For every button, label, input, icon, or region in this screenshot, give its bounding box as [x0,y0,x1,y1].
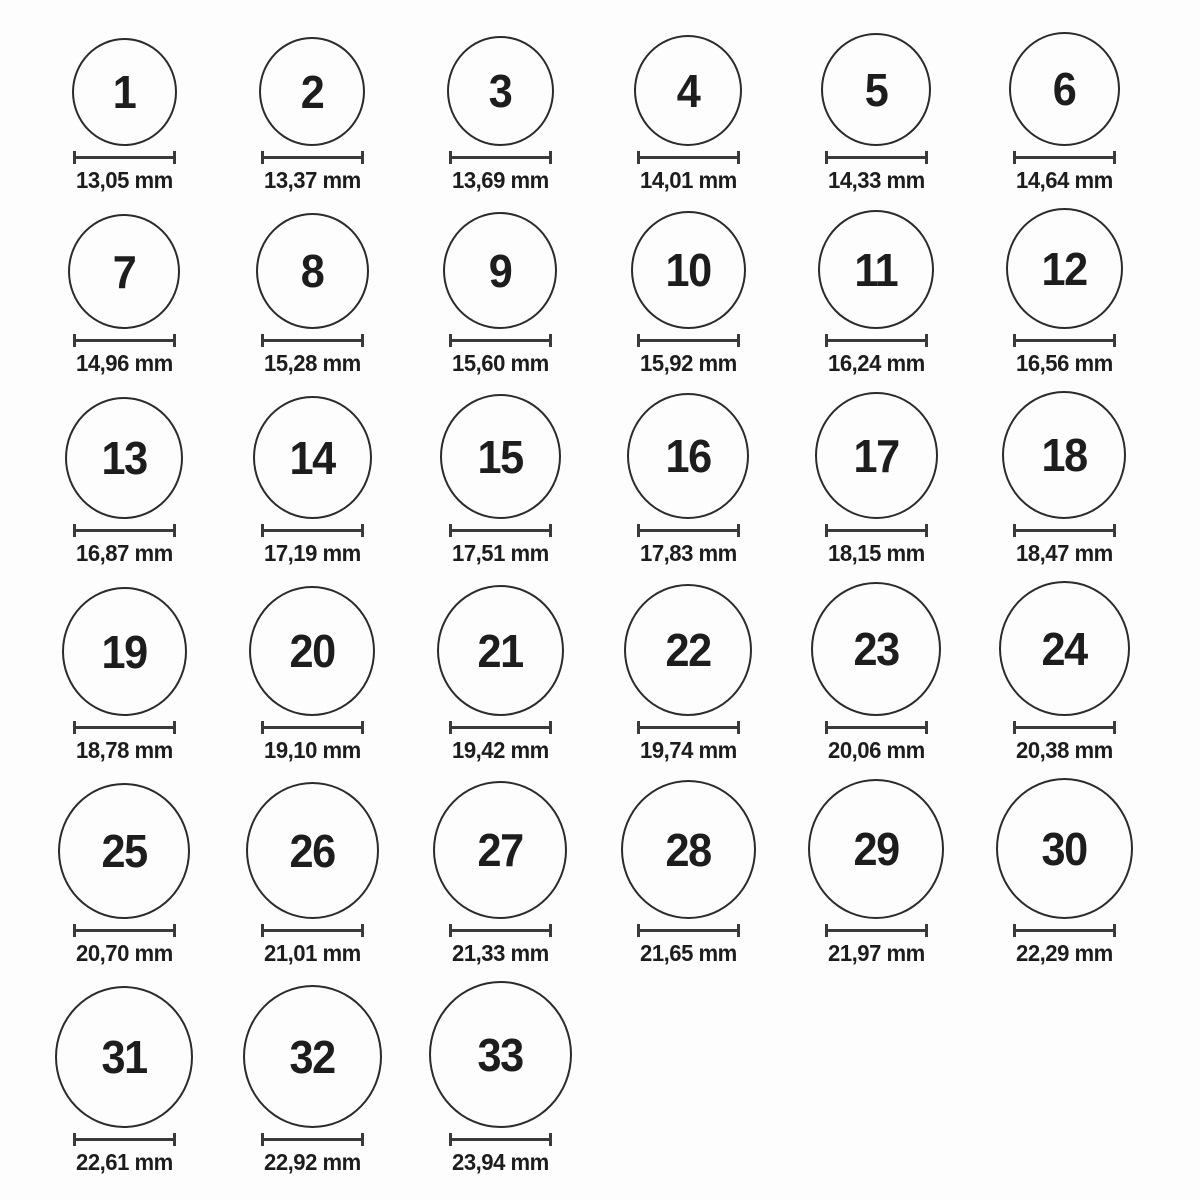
size-number: 6 [1052,63,1076,115]
diameter-label: 17,19 mm [263,540,361,566]
ring-size-item [30,397,218,567]
size-number: 16 [665,430,711,482]
measure-bar [264,929,361,932]
diameter-label: 18,47 mm [1015,540,1113,566]
measure-bar [1016,156,1113,159]
diameter-label: 14,64 mm [1015,167,1113,193]
size-circle [243,985,382,1128]
diameter-label: 19,42 mm [451,737,549,763]
size-circle [249,586,375,716]
diameter-measure-line [1013,721,1116,734]
measure-bar [828,929,925,932]
size-circle [808,779,944,919]
diameter-measure-line [73,1133,176,1146]
diameter-label: 18,78 mm [75,737,173,763]
size-circle [631,211,746,329]
size-circle [72,38,177,146]
size-number: 12 [1041,242,1087,295]
diameter-label: 20,70 mm [75,940,173,966]
size-number: 33 [477,1028,523,1081]
ring-size-item [406,212,594,377]
ring-size-grid [30,32,1200,1176]
ring-size-item [594,35,782,194]
size-circle [259,37,365,146]
ring-size-row [30,391,1200,567]
measure-bar [1016,529,1113,532]
size-circle [996,778,1133,919]
size-circle [1002,391,1126,519]
ring-size-item [970,778,1158,967]
diameter-label: 21,01 mm [263,940,361,966]
diameter-label: 21,97 mm [827,940,925,966]
measure-bar [640,929,737,932]
ring-size-item [30,587,218,764]
diameter-measure-line [261,1133,364,1146]
size-circle [253,396,372,519]
measure-bar [264,1138,361,1141]
measure-bar [452,156,549,159]
size-circle [815,392,938,519]
diameter-measure-line [261,334,364,347]
measure-bar [452,1138,549,1141]
measure-bar [640,156,737,159]
measure-bar [76,529,173,532]
diameter-measure-line [637,524,740,537]
diameter-label: 15,92 mm [639,350,737,376]
measure-bar [452,929,549,932]
diameter-label: 18,15 mm [827,540,925,566]
size-circle [821,33,931,146]
size-circle [68,214,180,329]
size-circle [440,394,561,519]
ring-size-item [30,214,218,377]
diameter-measure-line [637,924,740,937]
diameter-label: 21,33 mm [451,940,549,966]
measure-bar [640,339,737,342]
measure-bar [828,339,925,342]
diameter-measure-line [73,924,176,937]
size-circle [256,213,369,329]
ring-size-item [218,985,406,1176]
size-number: 29 [853,823,899,875]
measure-bar [76,156,173,159]
diameter-measure-line [261,151,364,164]
ring-size-item [218,213,406,377]
diameter-measure-line [449,334,552,347]
diameter-measure-line [637,721,740,734]
size-circle [811,582,941,716]
ring-size-item [406,981,594,1176]
diameter-measure-line [825,151,928,164]
measure-bar [640,529,737,532]
measure-bar [76,726,173,729]
diameter-label: 17,51 mm [451,540,549,566]
measure-bar [1016,339,1113,342]
size-circle [624,584,752,716]
measure-bar [640,726,737,729]
diameter-measure-line [73,721,176,734]
diameter-label: 14,01 mm [639,167,737,193]
ring-size-item [406,781,594,967]
diameter-measure-line [73,151,176,164]
diameter-label: 13,69 mm [451,167,549,193]
diameter-measure-line [449,524,552,537]
measure-bar [1016,929,1113,932]
ring-size-row [30,581,1200,764]
diameter-measure-line [73,524,176,537]
diameter-label: 23,94 mm [451,1149,549,1175]
diameter-label: 14,96 mm [75,350,173,376]
size-number: 21 [477,624,523,677]
diameter-measure-line [261,721,364,734]
ring-size-item [218,782,406,967]
ring-size-item [406,36,594,194]
measure-bar [452,529,549,532]
measure-bar [76,339,173,342]
diameter-measure-line [449,721,552,734]
size-circle [634,35,742,146]
measure-bar [828,156,925,159]
size-number: 9 [488,244,512,297]
size-number: 28 [665,823,711,876]
size-circle [447,36,554,146]
ring-size-item [782,779,970,967]
size-circle [621,780,756,919]
size-circle [55,986,193,1128]
size-number: 1 [112,66,136,118]
ring-size-item [218,396,406,567]
diameter-label: 16,87 mm [75,540,173,566]
diameter-measure-line [825,524,928,537]
ring-size-item [30,783,218,967]
ring-size-row [30,32,1200,194]
diameter-label: 14,33 mm [827,167,925,193]
ring-size-item [218,586,406,764]
diameter-measure-line [261,524,364,537]
ring-size-item [594,211,782,377]
ring-size-row [30,981,1200,1176]
diameter-label: 15,28 mm [263,350,361,376]
ring-size-item [594,393,782,567]
diameter-measure-line [73,334,176,347]
size-number: 8 [300,245,324,297]
diameter-label: 17,83 mm [639,540,737,566]
ring-size-item [782,392,970,567]
measure-bar [264,156,361,159]
size-number: 32 [289,1030,335,1083]
size-number: 23 [853,623,899,675]
size-number: 20 [289,625,335,677]
ring-size-item [970,581,1158,764]
ring-size-item [406,585,594,764]
size-circle [62,587,187,716]
ring-size-item [218,37,406,194]
size-circle [433,781,567,919]
size-number: 13 [101,432,147,484]
size-number: 27 [477,824,523,876]
ring-size-item [30,38,218,194]
ring-size-item [594,584,782,764]
diameter-label: 21,65 mm [639,940,737,966]
size-circle [429,981,572,1128]
diameter-measure-line [261,924,364,937]
diameter-label: 22,92 mm [263,1149,361,1175]
ring-size-item [782,582,970,764]
diameter-measure-line [1013,524,1116,537]
size-number: 7 [112,245,136,298]
measure-bar [264,339,361,342]
diameter-measure-line [637,151,740,164]
ring-size-item [970,391,1158,567]
size-number: 18 [1041,429,1087,481]
ring-size-row [30,778,1200,967]
size-number: 30 [1041,822,1087,875]
size-circle [437,585,564,716]
diameter-label: 20,38 mm [1015,737,1113,763]
measure-bar [828,529,925,532]
diameter-label: 16,24 mm [827,350,925,376]
size-circle [627,393,749,519]
size-number: 26 [289,824,335,877]
size-circle [246,782,379,919]
diameter-measure-line [637,334,740,347]
size-number: 5 [864,63,888,116]
diameter-measure-line [1013,334,1116,347]
diameter-label: 22,29 mm [1015,940,1113,966]
size-circle [65,397,183,519]
diameter-label: 19,10 mm [263,737,361,763]
ring-size-item [782,33,970,194]
size-circle [1006,208,1123,329]
size-number: 31 [101,1031,147,1083]
size-number: 17 [853,429,899,482]
measure-bar [76,1138,173,1141]
ring-size-item [30,986,218,1176]
measure-bar [452,339,549,342]
measure-bar [828,726,925,729]
measure-bar [452,726,549,729]
ring-size-item [406,394,594,567]
diameter-measure-line [825,721,928,734]
size-number: 22 [665,624,711,676]
size-circle [999,581,1130,716]
diameter-label: 16,56 mm [1015,350,1113,376]
diameter-label: 13,05 mm [75,167,173,193]
measure-bar [1016,726,1113,729]
measure-bar [264,726,361,729]
ring-size-item [970,32,1158,194]
size-number: 15 [477,430,523,483]
diameter-measure-line [449,924,552,937]
ring-size-item [970,208,1158,377]
measure-bar [76,929,173,932]
diameter-label: 19,74 mm [639,737,737,763]
size-circle [58,783,190,919]
size-circle [1009,32,1120,146]
diameter-measure-line [825,334,928,347]
ring-size-item [782,210,970,377]
size-number: 11 [854,243,898,296]
size-number: 10 [665,244,711,296]
size-number: 4 [676,64,700,117]
measure-bar [264,529,361,532]
diameter-measure-line [1013,151,1116,164]
diameter-label: 20,06 mm [827,737,925,763]
diameter-measure-line [449,151,552,164]
size-circle [818,210,934,329]
size-circle [443,212,557,329]
size-number: 3 [488,65,512,117]
ring-size-item [594,780,782,967]
size-number: 25 [101,825,147,877]
size-number: 24 [1041,622,1087,675]
diameter-label: 13,37 mm [263,167,361,193]
size-number: 2 [300,65,324,118]
diameter-measure-line [825,924,928,937]
ring-size-row [30,208,1200,377]
size-number: 14 [289,431,335,484]
diameter-measure-line [1013,924,1116,937]
diameter-label: 22,61 mm [75,1149,173,1175]
diameter-measure-line [449,1133,552,1146]
size-number: 19 [101,625,147,678]
diameter-label: 15,60 mm [451,350,549,376]
